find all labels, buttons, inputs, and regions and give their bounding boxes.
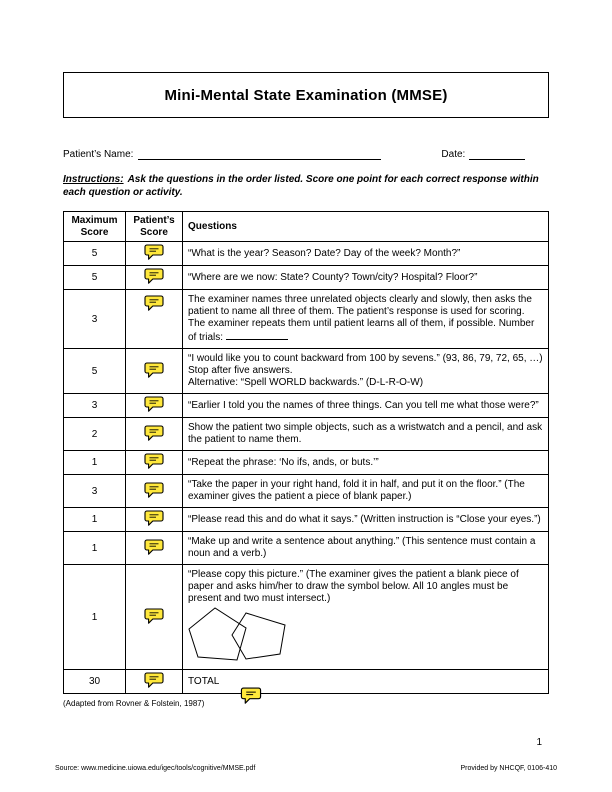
- question-cell: “Earlier I told you the names of three things. Can you tell me what those were?”: [183, 394, 549, 418]
- date-label: Date:: [441, 149, 466, 160]
- table-row: [64, 532, 549, 565]
- form-title-box: [63, 72, 549, 118]
- instructions-label: Instructions:: [63, 174, 124, 185]
- comment-icon[interactable]: [144, 539, 164, 555]
- table-row: [64, 508, 549, 532]
- mmse-table-wrap: [63, 211, 549, 694]
- question-cell: Show the patient two simple objects, such as a wristwatch and a pencil, and ask the patient to name them.: [183, 418, 549, 451]
- max-score-cell: 5: [64, 242, 126, 266]
- table-row: [64, 475, 549, 508]
- patient-score-cell[interactable]: [126, 290, 183, 349]
- form-title: Mini-Mental State Examination (MMSE): [164, 86, 448, 104]
- max-score-cell: 1: [64, 508, 126, 532]
- max-score-cell: 5: [64, 266, 126, 290]
- patient-name-label: Patient’s Name:: [63, 149, 134, 160]
- comment-icon[interactable]: [144, 510, 164, 526]
- question-cell: “Please read this and do what it says.” (Written instruction is “Close your eyes.”): [183, 508, 549, 532]
- instructions-text: Ask the questions in the order listed. Score one point for each correct response within each question or activity.: [63, 174, 539, 198]
- question-cell: “Where are we now: State? County? Town/city? Hospital? Floor?”: [183, 266, 549, 290]
- number-of-trials-blank[interactable]: [226, 330, 288, 340]
- instructions: [63, 173, 541, 199]
- mmse-table: [63, 211, 549, 694]
- header-patients-score: Patient’s Score: [126, 212, 183, 242]
- max-score-cell: 3: [64, 290, 126, 349]
- max-score-cell: 1: [64, 532, 126, 565]
- comment-icon[interactable]: [144, 295, 164, 311]
- patient-score-cell[interactable]: [126, 451, 183, 475]
- table-row: [64, 242, 549, 266]
- table-row: [64, 266, 549, 290]
- patient-score-cell[interactable]: [126, 394, 183, 418]
- total-row: [64, 670, 549, 694]
- comment-icon[interactable]: [144, 425, 164, 441]
- max-score-cell: 3: [64, 475, 126, 508]
- max-score-cell: 5: [64, 349, 126, 394]
- patient-score-cell[interactable]: [126, 418, 183, 451]
- right-pentagon: [232, 613, 285, 659]
- header-maximum-score: Maximum Score: [64, 212, 126, 242]
- comment-icon[interactable]: [240, 687, 262, 704]
- question-cell: “Make up and write a sentence about anything.” (This sentence must contain a noun and a verb.): [183, 532, 549, 565]
- question-cell: “Please copy this picture.” (The examiner gives the patient a blank piece of paper and asks him/her to draw the symbol below. All 10 angles must be present and two must intersect.): [183, 565, 549, 670]
- left-pentagon: [189, 608, 246, 660]
- table-row: [64, 565, 549, 670]
- page-number: 1: [536, 737, 542, 748]
- table-row: [64, 451, 549, 475]
- question-cell: “Repeat the phrase: ‘No ifs, ands, or buts.’”: [183, 451, 549, 475]
- page-footer: [55, 765, 557, 772]
- question-cell: “Take the paper in your right hand, fold it in half, and put it on the floor.” (The examiner gives the patient a piece of blank paper.): [183, 475, 549, 508]
- max-score-cell: 1: [64, 451, 126, 475]
- patient-name-field[interactable]: [138, 148, 381, 160]
- adapted-from-note: (Adapted from Rovner & Folstein, 1987): [63, 699, 205, 708]
- name-date-row: [63, 146, 549, 160]
- comment-icon[interactable]: [144, 453, 164, 469]
- patient-score-cell[interactable]: [126, 349, 183, 394]
- max-score-cell: 1: [64, 565, 126, 670]
- footer-source: Source: www.medicine.uiowa.edu/igec/tools/cognitive/MMSE.pdf: [55, 765, 256, 772]
- patient-score-cell[interactable]: [126, 508, 183, 532]
- header-questions: Questions: [183, 212, 549, 242]
- max-score-cell: 30: [64, 670, 126, 694]
- question-cell: “I would like you to count backward from 100 by sevens.” (93, 86, 79, 72, 65, …) Stop after five answers. Alternative: “Spell WORLD backwards.” (D-L-R-O-W): [183, 349, 549, 394]
- patient-score-cell[interactable]: [126, 670, 183, 694]
- table-header-row: [64, 212, 549, 242]
- comment-icon[interactable]: [144, 362, 164, 378]
- pentagon-drawing: [188, 605, 543, 665]
- comment-icon[interactable]: [144, 482, 164, 498]
- comment-icon[interactable]: [144, 244, 164, 260]
- comment-icon[interactable]: [144, 672, 164, 688]
- comment-icon[interactable]: [144, 608, 164, 624]
- question-cell: The examiner names three unrelated objects clearly and slowly, then asks the patient to name all three of them. The patient’s response is used for scoring. The examiner repeats them until patient learns all of them, if possible. Number of trials:: [183, 290, 549, 349]
- table-row: [64, 418, 549, 451]
- comment-icon[interactable]: [144, 396, 164, 412]
- footer-provided-by: Provided by NHCQF, 0106-410: [460, 765, 557, 772]
- table-row: [64, 290, 549, 349]
- max-score-cell: 3: [64, 394, 126, 418]
- table-row: [64, 349, 549, 394]
- comment-icon[interactable]: [144, 268, 164, 284]
- table-row: [64, 394, 549, 418]
- patient-score-cell[interactable]: [126, 266, 183, 290]
- patient-score-cell[interactable]: [126, 242, 183, 266]
- patient-score-cell[interactable]: [126, 475, 183, 508]
- question-cell: “What is the year? Season? Date? Day of the week? Month?”: [183, 242, 549, 266]
- question-cell: TOTAL: [183, 670, 549, 694]
- patient-score-cell[interactable]: [126, 532, 183, 565]
- patient-score-cell[interactable]: [126, 565, 183, 670]
- date-field[interactable]: [469, 148, 525, 160]
- max-score-cell: 2: [64, 418, 126, 451]
